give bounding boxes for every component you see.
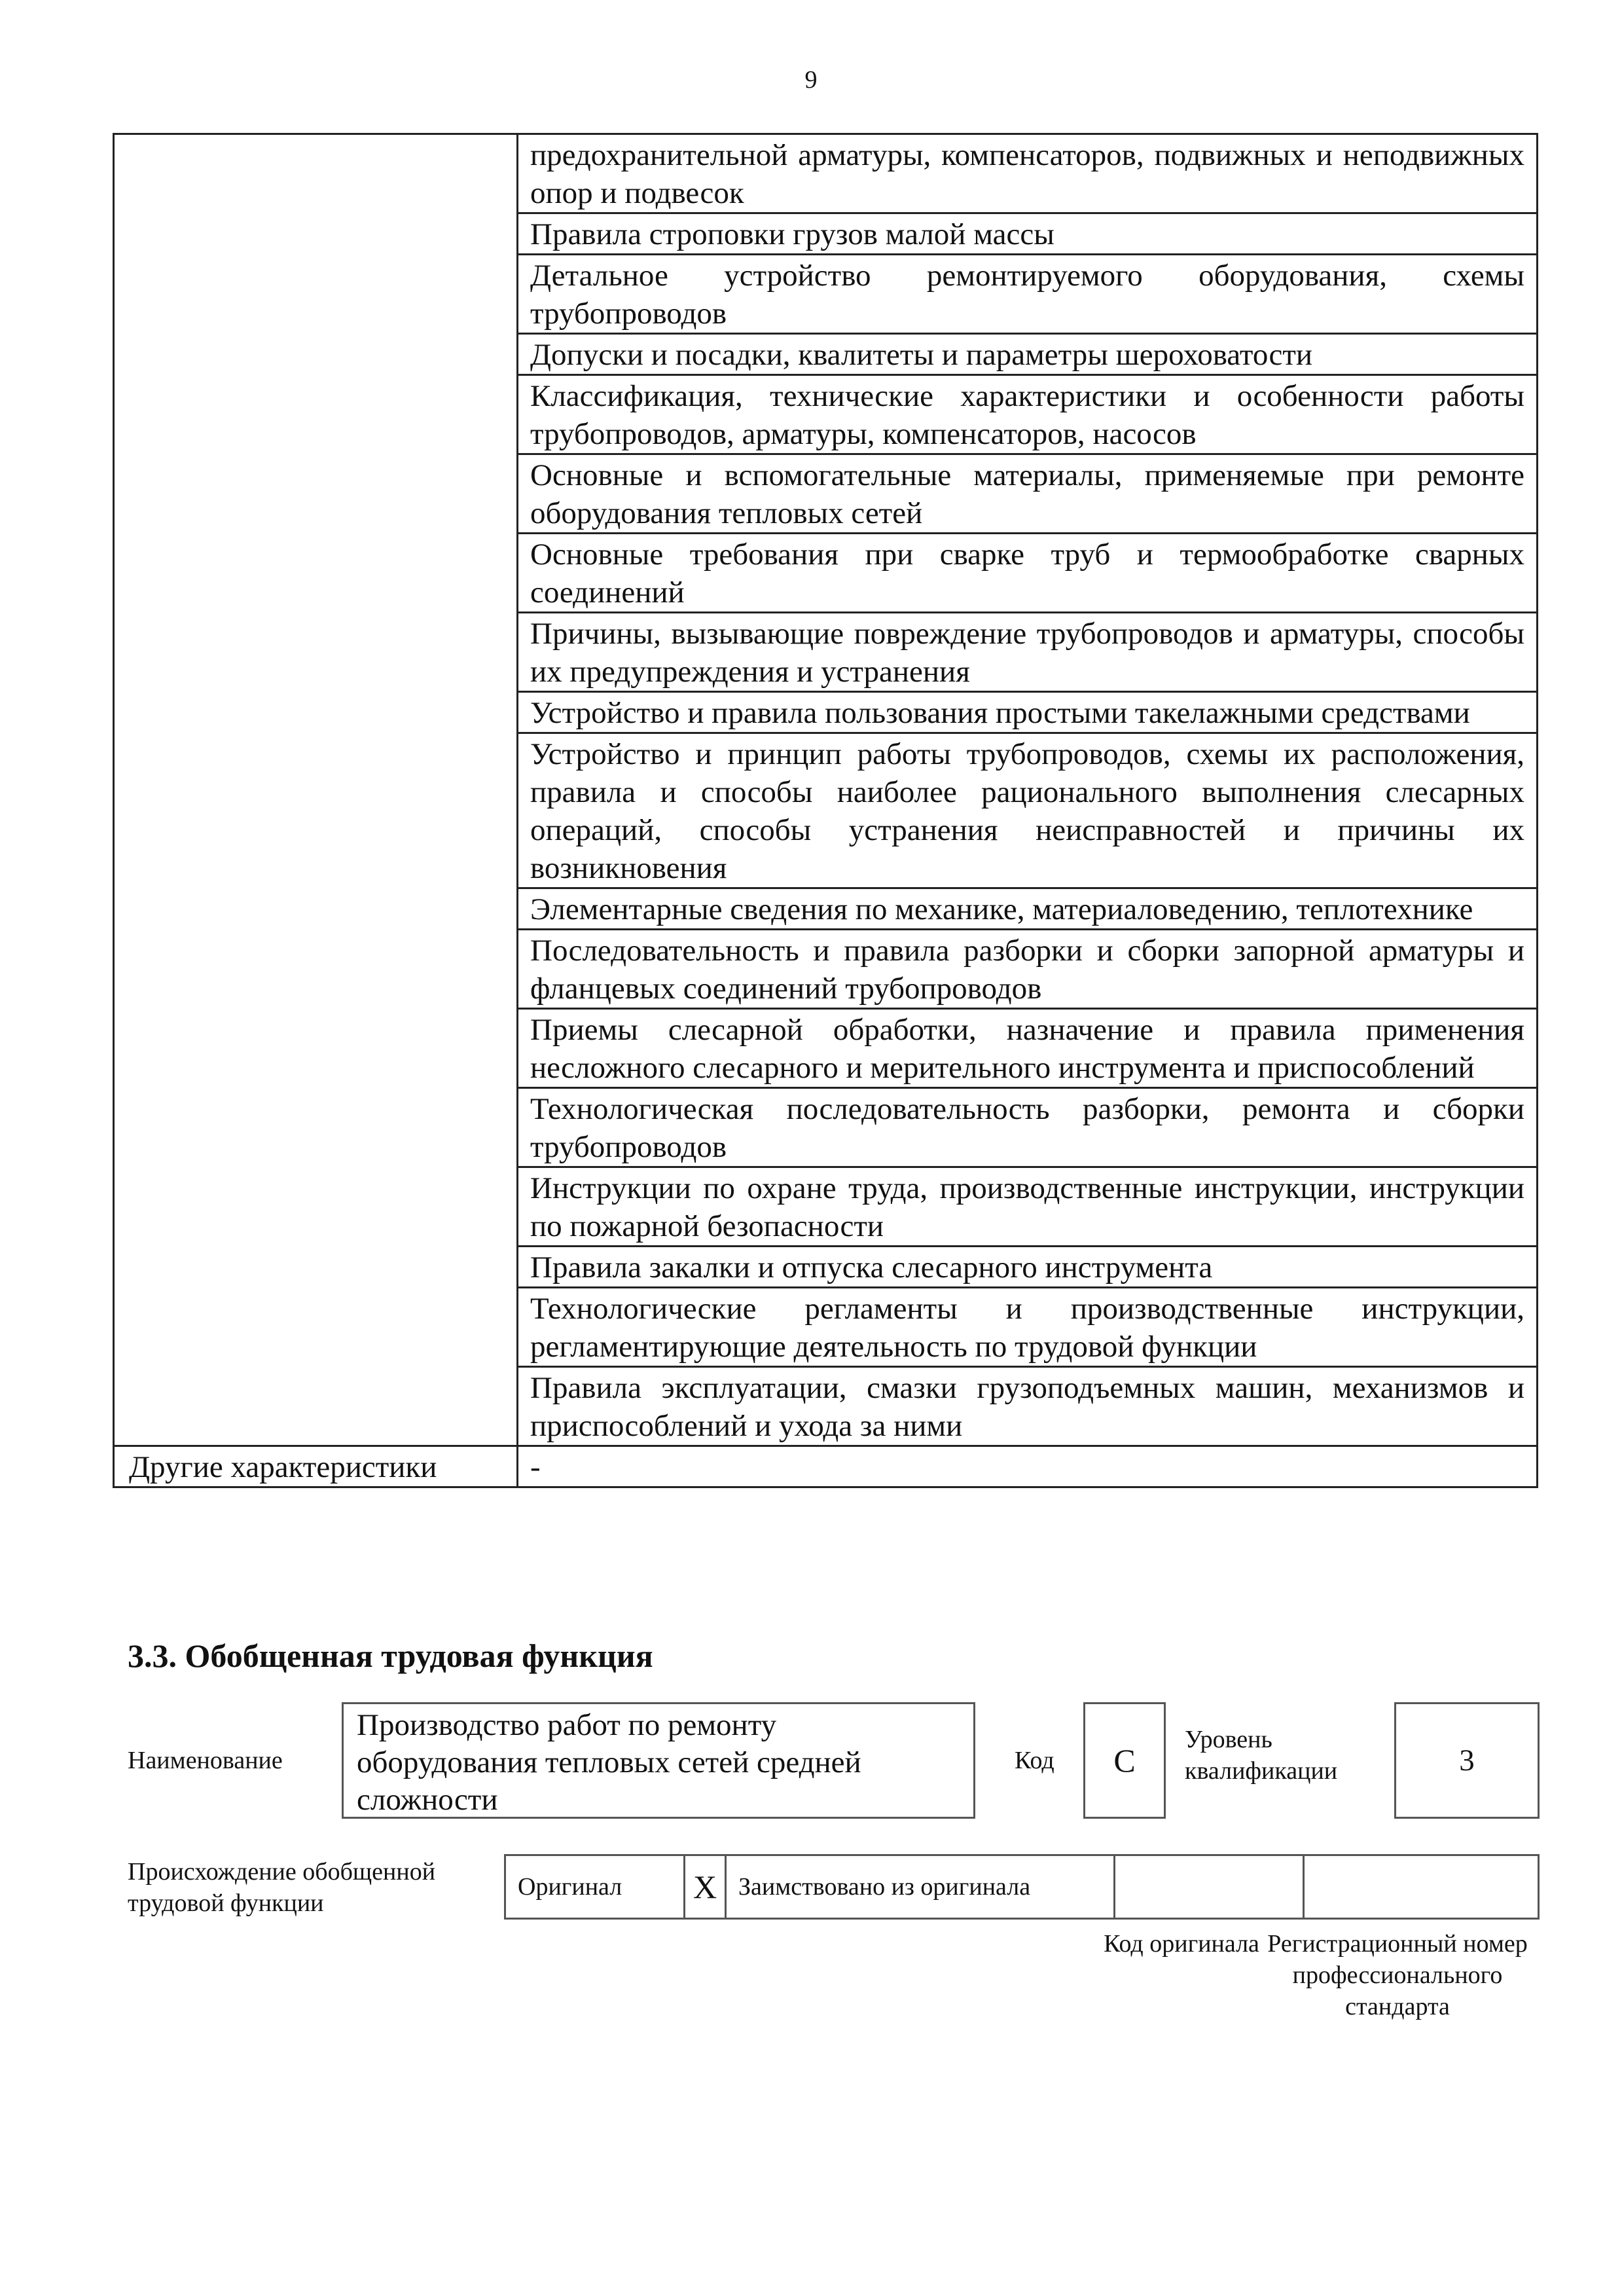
origin-mark: X [685, 1855, 726, 1919]
requirement-cell: Устройство и принцип работы трубопроводов, схемы их расположения, правила и способы наиболее рационального выполнения слесарных операций, способы устранения неисправностей и причины их возникновения [518, 733, 1538, 888]
code-value: C [1083, 1702, 1166, 1819]
origin-borrowed: Заимствовано из оригинала [726, 1855, 1115, 1919]
name-value: Производство работ по ремонту оборудования тепловых сетей средней сложности [342, 1702, 975, 1819]
table-row [114, 134, 1538, 213]
level-value: 3 [1394, 1702, 1540, 1819]
name-label: Наименование [128, 1747, 283, 1774]
requirements-table [113, 133, 1538, 1488]
requirement-cell: Элементарные сведения по механике, материаловедению, теплотехнике [518, 888, 1538, 930]
requirement-cell: Последовательность и правила разборки и сборки запорной арматуры и фланцевых соединений трубопроводов [518, 930, 1538, 1009]
requirement-cell: Причины, вызывающие повреждение трубопроводов и арматуры, способы их предупреждения и устранения [518, 613, 1538, 692]
origin-reg-cell [1304, 1855, 1539, 1919]
requirement-cell: Правила эксплуатации, смазки грузоподъемных машин, механизмов и приспособлений и ухода за ними [518, 1367, 1538, 1446]
requirement-cell: Приемы слесарной обработки, назначение и правила применения несложного слесарного и мерительного инструмента и приспособлений [518, 1009, 1538, 1088]
requirement-cell: предохранительной арматуры, компенсаторов, подвижных и неподвижных опор и подвесок [518, 134, 1538, 213]
origin-label: Происхождение обобщенной трудовой функции [128, 1858, 436, 1917]
origin-table [504, 1854, 1540, 1920]
origin-original: Оригинал [505, 1855, 685, 1919]
requirement-cell: Правила закалки и отпуска слесарного инструмента [518, 1247, 1538, 1288]
origin-code-cell [1115, 1855, 1304, 1919]
level-label: Уровень квалификации [1185, 1726, 1338, 1785]
requirement-cell: Детальное устройство ремонтируемого оборудования, схемы трубопроводов [518, 255, 1538, 334]
requirement-cell: Классификация, технические характеристики и особенности работы трубопроводов, арматуры, компенсаторов, насосов [518, 375, 1538, 454]
other-characteristics-label: Другие характеристики [114, 1446, 518, 1487]
code-label: Код [1015, 1747, 1054, 1774]
requirement-cell: Правила строповки грузов малой массы [518, 213, 1538, 255]
page-number: 9 [804, 66, 818, 94]
requirement-cell: Основные требования при сварке труб и термообработке сварных соединений [518, 534, 1538, 613]
requirement-cell: Технологические регламенты и производственные инструкции, регламентирующие деятельность по трудовой функции [518, 1288, 1538, 1367]
caption-reg: Регистрационный номер профессионального стандарта [1267, 1930, 1528, 2020]
section-title: 3.3. Обобщенная трудовая функция [128, 1637, 653, 1674]
table-row [114, 1446, 1538, 1487]
other-characteristics-value: - [518, 1446, 1538, 1487]
caption-code: Код оригинала [1104, 1930, 1259, 1958]
requirement-cell: Устройство и правила пользования простыми такелажными средствами [518, 692, 1538, 733]
requirement-cell: Допуски и посадки, квалитеты и параметры шероховатости [518, 334, 1538, 375]
left-empty-cell [114, 134, 518, 1446]
requirement-cell: Инструкции по охране труда, производственные инструкции, инструкции по пожарной безопасности [518, 1167, 1538, 1247]
requirement-cell: Основные и вспомогательные материалы, применяемые при ремонте оборудования тепловых сетей [518, 454, 1538, 534]
requirement-cell: Технологическая последовательность разборки, ремонта и сборки трубопроводов [518, 1088, 1538, 1167]
